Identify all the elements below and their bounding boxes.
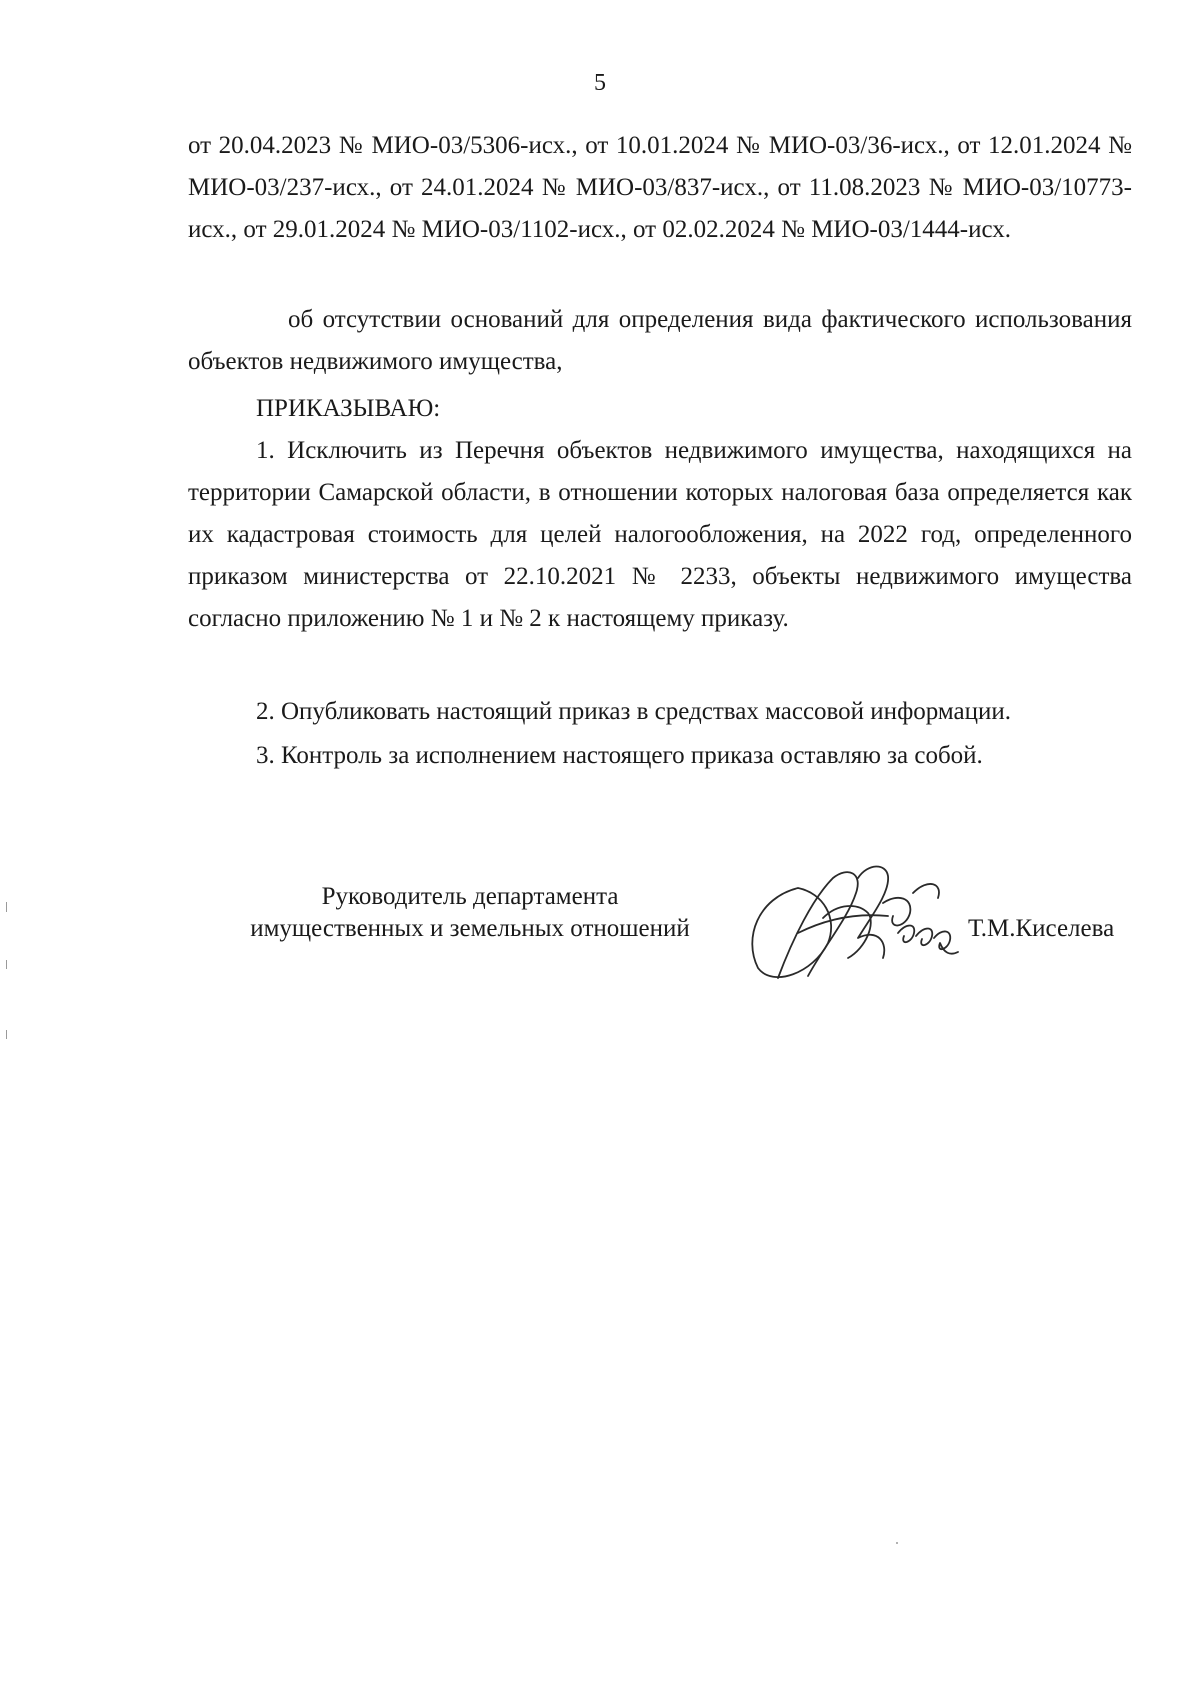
order-item-2: 2. Опубликовать настоящий приказ в средствах массовой информации. [256, 698, 1012, 725]
scan-edge-mark-3 [6, 1030, 7, 1039]
signatory-position [200, 881, 740, 945]
order-item-3: 3. Контроль за исполнением настоящего приказа оставляю за собой. [256, 742, 983, 769]
handwritten-signature [738, 858, 968, 988]
page-number: 5 [594, 70, 606, 96]
references-paragraph: от 20.04.2023 № МИО-03/5306-исх., от 10.01.2024 № МИО-03/36-исх., от 12.01.2024 № МИО-03/237-исх., от 24.01.2024 № МИО-03/837-исх., от 11.08.2023 № МИО-03/10773-исх., от 29.01.2024 № МИО-03/1102-исх., от 02.02.2024 № МИО-03/1444-исх. [188, 132, 1132, 243]
scan-edge-mark-1 [6, 902, 7, 912]
order-item-1: 1. Исключить из Перечня объектов недвижимого имущества, находящихся на территории Самарской области, в отношении которых налоговая база определяется как их кадастровая стоимость для целей налогообложения, на 2022 год, определенного приказом министерства от 22.10.2021 № 2233, объекты недвижимого имущества согласно приложению № 1 и № 2 к настоящему приказу. [188, 437, 1132, 632]
reason-paragraph: об отсутствии оснований для определения вида фактического использования объектов недвижимого имущества, [188, 306, 1132, 375]
signatory-position-line-1: Руководитель департамента [321, 883, 619, 910]
signatory-position-line-2: имущественных и земельных отношений [250, 915, 690, 942]
order-heading: ПРИКАЗЫВАЮ: [256, 395, 441, 422]
signatory-name: Т.М.Киселева [968, 915, 1115, 942]
scan-dust-speck [896, 1542, 898, 1544]
scan-edge-mark-2 [6, 960, 7, 969]
